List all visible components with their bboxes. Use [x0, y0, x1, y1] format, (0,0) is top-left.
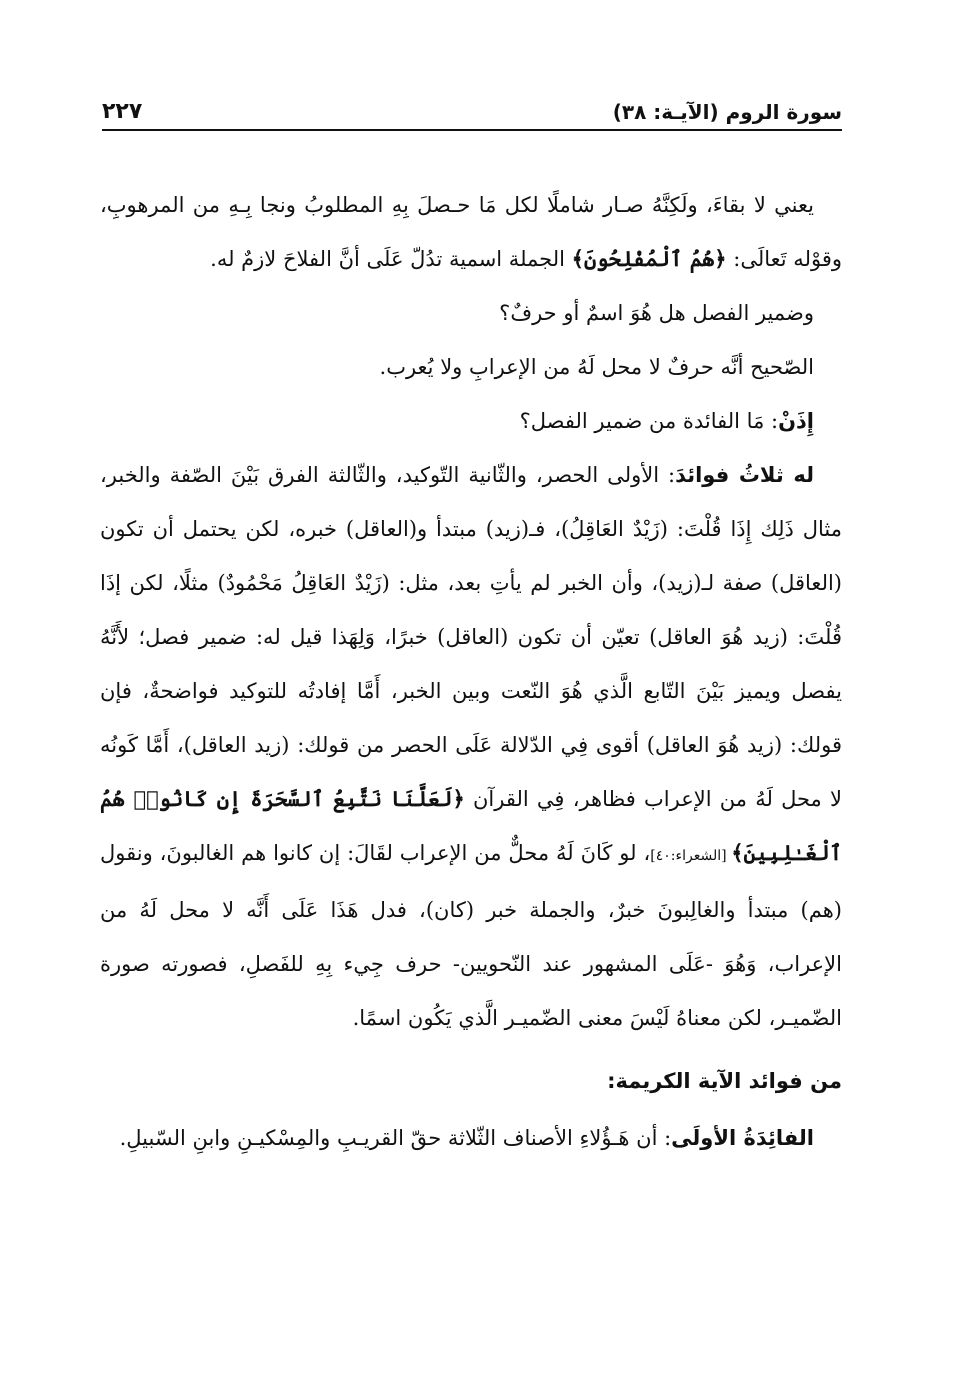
paragraph-6-text: : أن هَـؤُلاءِ الأصناف الثّلاثة حقّ القريـبِ والمِسْكيـنِ وابنِ السّبيلِ.: [119, 1126, 672, 1150]
paragraph-5-lead: له ثلاثُ فوائدَ: [675, 463, 814, 487]
paragraph-4-text: : مَا الفائدة من ضمير الفصل؟: [519, 409, 779, 433]
quran-reference: [الشعراء:٤٠]: [650, 848, 732, 864]
page-number: ٢٢٧: [102, 99, 143, 124]
running-title: سورة الروم (الآيـة: ٣٨): [612, 100, 842, 124]
paragraph-1-text-b: الجملة اسمية تدُلّ عَلَى أنَّ الفلاحَ لازمٌ له.: [210, 247, 572, 271]
paragraph-6-lead: الفائِدَةُ الأولَى: [671, 1126, 814, 1150]
paragraph-5: [100, 448, 842, 1045]
paragraph-4: [100, 394, 842, 448]
paragraph-6: [100, 1111, 842, 1165]
paragraph-1-text-a: يعني لا بقاءَ، ولَكِنَّهُ صـار شاملًا لكل مَا حـصلَ بِهِ المطلوبُ ونجا بِـهِ من المرهوبِ، وقوْله تَعالَى:: [100, 193, 842, 271]
paragraph-2: وضمير الفصل هل هُوَ اسمٌ أو حرفٌ؟: [499, 301, 814, 325]
section-heading: من فوائد الآية الكريمة:: [607, 1069, 842, 1093]
quran-quote-1: ﴿هُمُ ٱلْمُفْلِحُونَ﴾: [571, 246, 727, 271]
page-body: [100, 178, 842, 1165]
paragraph-5-text-b: ، لو كَانَ لَهُ محلٌّ من الإعراب لقَالَ: إن كانوا هم الغالبونَ، ونقول (هم) مبتدأ والغالِبونَ خبرٌ، والجملة خبر (كان)، فدل هَذَا عَلَى أَنَّه لا محل لَهُ من الإعراب، وَهُوَ -عَلَى المشهور عند النّحويين- حرف جِيء بِهِ للفَصلِ، فصورته صورة الضّميـر، لكن معناهُ لَيْسَ معنى الضّميـر الَّذي يَكُون اسمًا.: [100, 841, 842, 1030]
paragraph-1: [100, 178, 842, 286]
quran-quote-2: ﴿لَعَلَّنَا نَتَّبِعُ ٱلسَّحَرَةَ إِن كَانُوا۟ هُمُ ٱلْغَـٰلِبِينَ﴾: [100, 786, 842, 865]
paragraph-3: الصّحيح أنَّه حرفٌ لا محل لَهُ من الإعرابِ ولا يُعرب.: [379, 355, 814, 379]
header-rule: [102, 129, 842, 131]
paragraph-4-lead: إِذَنْ: [778, 409, 814, 433]
page-header: [102, 92, 842, 126]
paragraph-5-text-a: : الأولى الحصر، والثّانية التّوكيد، والثّالثة الفرق بَيْنَ الصّفة والخبر، مثال ذَلِك إِذَا قُلْتَ: (زَيْدٌ العَاقِلُ)، فـ(زيد) مبتدأ و(العاقل) خبره، لكن يحتمل أن تكون (العاقل) صفة لـ(زيد)، وأن الخبر لم يأتِ بعد، مثل: (زَيْدٌ العَاقِلُ مَحْمُودٌ) مثلًا، لكن إذَا قُلْتَ: (زيد هُوَ العاقل) تعيّن أن تكون (العاقل) خبرًا، وَلِهَذا قيل له: ضمير فصل؛ لأَنَّهُ يفصل ويميز بَيْنَ التّابع الَّذي هُوَ النّعت وبين الخبر، أَمَّا إفادتُه للتوكيد فواضحةٌ، فإن قولك: (زيد هُوَ العاقل) أقوى فِي الدّلالة عَلَى الحصر من قولك: (زيد العاقل)، أَمَّا كَونُه لا محل لَهُ من الإعراب فظاهر، فِي القرآن: [100, 463, 842, 811]
